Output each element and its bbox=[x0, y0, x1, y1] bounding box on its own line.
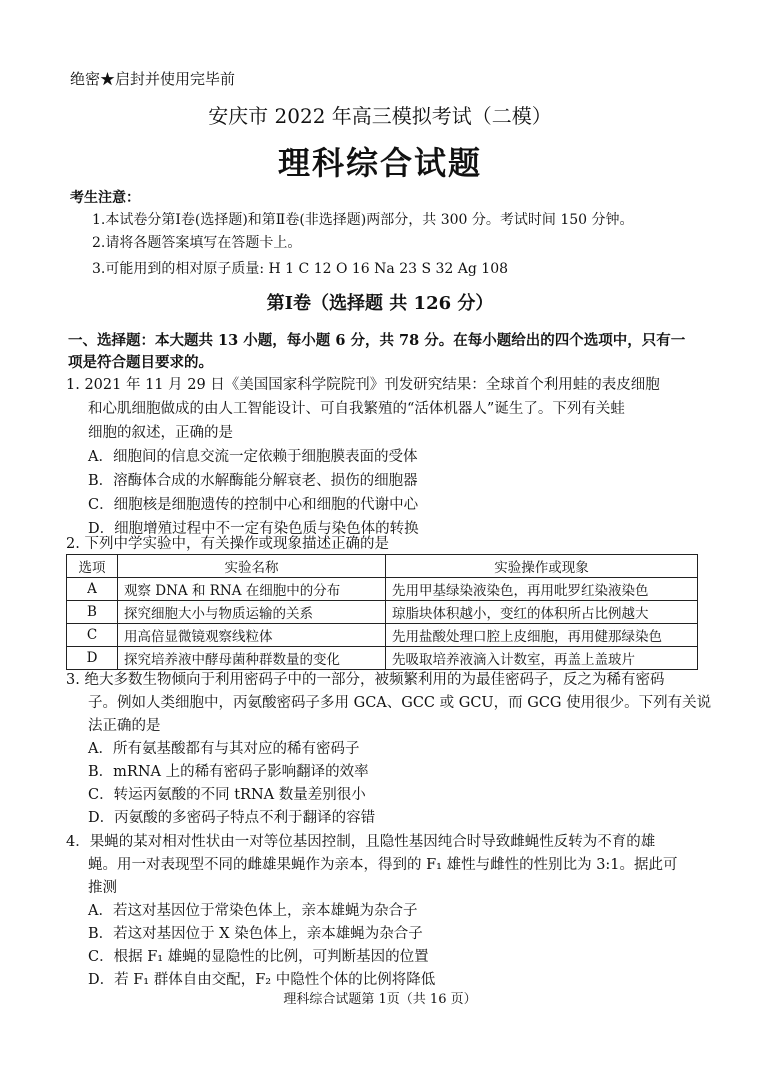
q1-option-b: B．溶酶体合成的水解酶能分解衰老、损伤的细胞器 bbox=[88, 473, 418, 489]
q4-option-a: A．若这对基因位于常染色体上，亲本雄蝇为杂合子 bbox=[88, 903, 418, 919]
table-cell: 先吸取培养液滴入计数室，再盖上盖玻片 bbox=[386, 647, 698, 670]
q1-stem-line: 和心肌细胞做成的由人工智能设计、可自我繁殖的“活体机器人”诞生了。下列有关蛙 bbox=[88, 401, 625, 417]
note-item: 1.本试卷分第Ⅰ卷(选择题)和第Ⅱ卷(非选择题)两部分，共 300 分。考试时间 150 分钟。 bbox=[92, 212, 634, 228]
table-cell: 探究培养液中酵母菌种群数量的变化 bbox=[118, 647, 386, 670]
part-heading: 第Ⅰ卷（选择题 共 126 分） bbox=[266, 293, 494, 314]
q3-stem-line: 法正确的是 bbox=[88, 718, 161, 734]
q1-option-a: A．细胞间的信息交流一定依赖于细胞膜表面的受体 bbox=[88, 449, 418, 465]
column-header: 选项 bbox=[67, 555, 118, 578]
table-row bbox=[67, 624, 698, 647]
q4-option-b: B．若这对基因位于 X 染色体上，亲本雄蝇为杂合子 bbox=[88, 926, 423, 942]
table-row bbox=[67, 601, 698, 624]
table-cell: 琼脂块体积越小，变红的体积所占比例越大 bbox=[386, 601, 698, 624]
column-header: 实验操作或现象 bbox=[386, 555, 698, 578]
table-cell: C bbox=[67, 624, 118, 647]
table-cell: 用高倍显微镜观察线粒体 bbox=[118, 624, 386, 647]
q1-option-c: C．细胞核是细胞遗传的控制中心和细胞的代谢中心 bbox=[88, 497, 419, 513]
table-cell: 探究细胞大小与物质运输的关系 bbox=[118, 601, 386, 624]
note-item: 3.可能用到的相对原子质量: H 1 C 12 O 16 Na 23 S 32 Ag 108 bbox=[92, 261, 509, 277]
q3-option-a: A．所有氨基酸都有与其对应的稀有密码子 bbox=[88, 741, 360, 757]
table-row bbox=[67, 578, 698, 601]
page-title: 理科综合试题 bbox=[277, 144, 482, 182]
page-footer: 理科综合试题第 1页（共 16 页） bbox=[283, 992, 477, 1007]
q3-option-d: D．丙氨酸的多密码子特点不利于翻译的容错 bbox=[88, 810, 376, 826]
q4-stem-line: 蝇。用一对表现型不同的雌雄果蝇作为亲本，得到的 F₁ 雄性与雌性的性别比为 3:1。据此可 bbox=[88, 857, 678, 873]
column-header: 实验名称 bbox=[118, 555, 386, 578]
q4-option-d: D．若 F₁ 群体自由交配，F₂ 中隐性个体的比例将降低 bbox=[88, 972, 436, 988]
q3-option-b: B．mRNA 上的稀有密码子影响翻译的效率 bbox=[88, 764, 369, 780]
q1-stem-line: 细胞的叙述，正确的是 bbox=[88, 425, 233, 441]
table-row bbox=[67, 647, 698, 670]
table-cell: 先用盐酸处理口腔上皮细胞，再用健那绿染色 bbox=[386, 624, 698, 647]
table-header-row bbox=[67, 555, 698, 578]
q3-stem-line: 3. 绝大多数生物倾向于利用密码子中的一部分，被频繁利用的为最佳密码子，反之为稀有密码 bbox=[66, 672, 665, 688]
notes-heading: 考生注意： bbox=[70, 190, 140, 206]
confidential-mark: 绝密★启封并使用完毕前 bbox=[70, 70, 236, 88]
table-cell: A bbox=[67, 578, 118, 601]
q4-stem-line: 4．果蝇的某对相对性状由一对等位基因控制，且隐性基因纯合时导致雌蝇性反转为不育的雄 bbox=[66, 834, 656, 850]
note-item: 2.请将各题答案填写在答题卡上。 bbox=[92, 235, 302, 251]
table-cell: D bbox=[67, 647, 118, 670]
q3-stem-line: 子。例如人类细胞中，丙氨酸密码子多用 GCA、GCC 或 GCU，而 GCG 使用很少。下列有关说 bbox=[88, 695, 712, 711]
q3-option-c: C．转运丙氨酸的不同 tRNA 数量差别很小 bbox=[88, 787, 366, 803]
q1-option-d: D．细胞增殖过程中不一定有染色质与染色体的转换 bbox=[88, 521, 419, 537]
table-cell: 先用甲基绿染液染色，再用吡罗红染液染色 bbox=[386, 578, 698, 601]
section-instruction: 一、选择题：本大题共 13 小题，每小题 6 分，共 78 分。在每小题给出的四个选项中，只有一项是符合题目要求的。 bbox=[68, 332, 686, 371]
experiment-table bbox=[66, 554, 698, 670]
q4-stem-line: 推测 bbox=[88, 880, 117, 896]
q2-stem: 2. 下列中学实验中，有关操作或现象描述正确的是 bbox=[66, 536, 389, 552]
table-cell: B bbox=[67, 601, 118, 624]
table-cell: 观察 DNA 和 RNA 在细胞中的分布 bbox=[118, 578, 386, 601]
exam-name: 安庆市 2022 年高三模拟考试（二模） bbox=[208, 104, 552, 128]
q4-option-c: C．根据 F₁ 雄蝇的显隐性的比例，可判断基因的位置 bbox=[88, 949, 429, 965]
q1-stem-line: 1. 2021 年 11 月 29 日《美国国家科学院院刊》刊发研究结果：全球首个利用蛙的表皮细胞 bbox=[66, 377, 660, 393]
